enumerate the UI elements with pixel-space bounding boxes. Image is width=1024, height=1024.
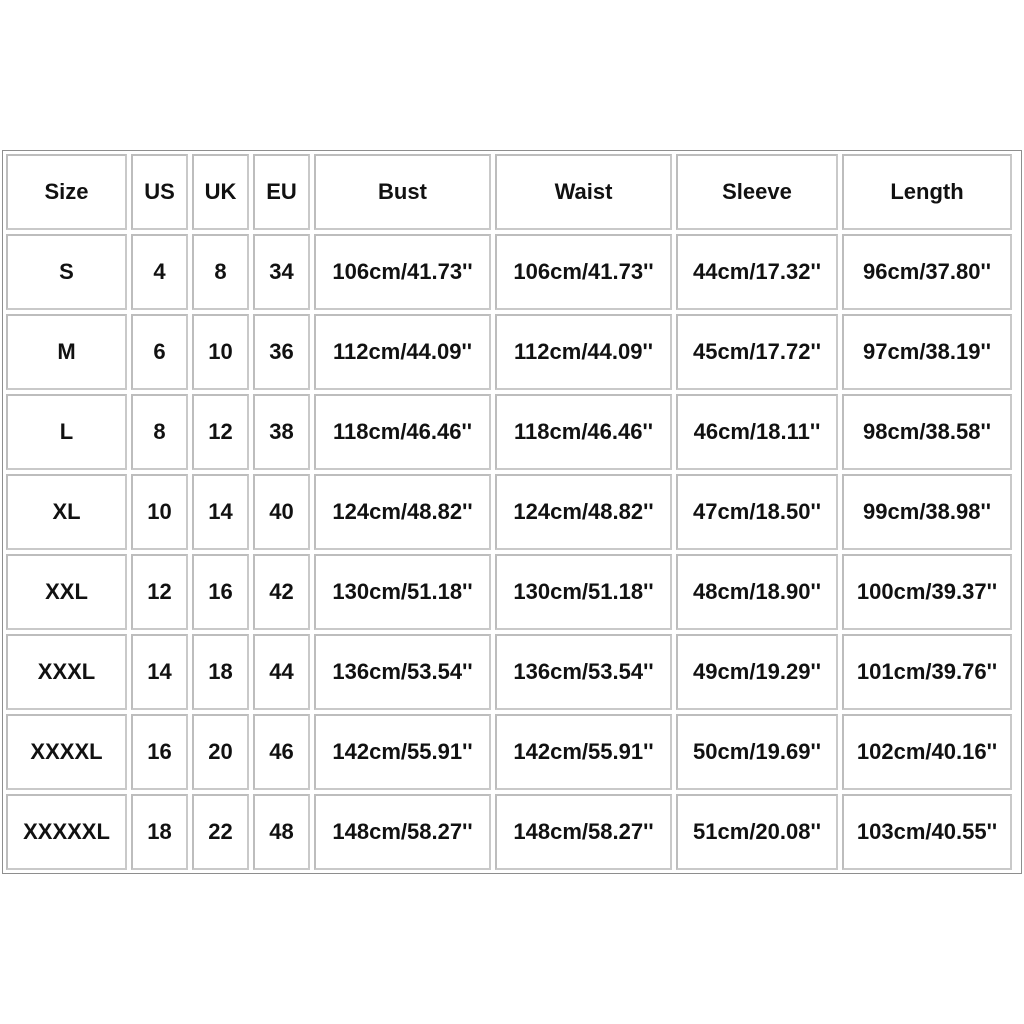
cell-size: XXL (6, 554, 127, 630)
cell-waist: 106cm/41.73'' (495, 234, 672, 310)
cell-eu: 34 (253, 234, 310, 310)
header-length: Length (842, 154, 1012, 230)
cell-length: 98cm/38.58'' (842, 394, 1012, 470)
header-bust: Bust (314, 154, 491, 230)
cell-sleeve: 49cm/19.29'' (676, 634, 838, 710)
header-sleeve: Sleeve (676, 154, 838, 230)
cell-us: 4 (131, 234, 188, 310)
cell-us: 8 (131, 394, 188, 470)
cell-size: XXXL (6, 634, 127, 710)
cell-waist: 112cm/44.09'' (495, 314, 672, 390)
cell-sleeve: 45cm/17.72'' (676, 314, 838, 390)
cell-us: 14 (131, 634, 188, 710)
cell-waist: 136cm/53.54'' (495, 634, 672, 710)
cell-bust: 124cm/48.82'' (314, 474, 491, 550)
cell-uk: 20 (192, 714, 249, 790)
cell-bust: 118cm/46.46'' (314, 394, 491, 470)
cell-eu: 42 (253, 554, 310, 630)
cell-length: 99cm/38.98'' (842, 474, 1012, 550)
cell-size: XXXXL (6, 714, 127, 790)
cell-size: M (6, 314, 127, 390)
cell-bust: 106cm/41.73'' (314, 234, 491, 310)
cell-length: 103cm/40.55'' (842, 794, 1012, 870)
cell-sleeve: 46cm/18.11'' (676, 394, 838, 470)
cell-eu: 44 (253, 634, 310, 710)
cell-bust: 130cm/51.18'' (314, 554, 491, 630)
cell-sleeve: 47cm/18.50'' (676, 474, 838, 550)
cell-size: L (6, 394, 127, 470)
header-us: US (131, 154, 188, 230)
cell-length: 96cm/37.80'' (842, 234, 1012, 310)
cell-bust: 112cm/44.09'' (314, 314, 491, 390)
cell-eu: 48 (253, 794, 310, 870)
cell-us: 12 (131, 554, 188, 630)
size-chart-table (2, 150, 1022, 874)
cell-sleeve: 51cm/20.08'' (676, 794, 838, 870)
cell-waist: 130cm/51.18'' (495, 554, 672, 630)
cell-uk: 12 (192, 394, 249, 470)
cell-eu: 38 (253, 394, 310, 470)
cell-uk: 18 (192, 634, 249, 710)
cell-size: XXXXXL (6, 794, 127, 870)
cell-waist: 124cm/48.82'' (495, 474, 672, 550)
cell-uk: 8 (192, 234, 249, 310)
cell-length: 102cm/40.16'' (842, 714, 1012, 790)
cell-sleeve: 44cm/17.32'' (676, 234, 838, 310)
cell-sleeve: 50cm/19.69'' (676, 714, 838, 790)
cell-eu: 46 (253, 714, 310, 790)
cell-bust: 148cm/58.27'' (314, 794, 491, 870)
cell-us: 6 (131, 314, 188, 390)
cell-uk: 22 (192, 794, 249, 870)
header-size: Size (6, 154, 127, 230)
cell-sleeve: 48cm/18.90'' (676, 554, 838, 630)
cell-length: 101cm/39.76'' (842, 634, 1012, 710)
cell-us: 10 (131, 474, 188, 550)
cell-waist: 148cm/58.27'' (495, 794, 672, 870)
cell-length: 100cm/39.37'' (842, 554, 1012, 630)
cell-waist: 118cm/46.46'' (495, 394, 672, 470)
cell-size: XL (6, 474, 127, 550)
cell-size: S (6, 234, 127, 310)
cell-uk: 16 (192, 554, 249, 630)
cell-uk: 10 (192, 314, 249, 390)
header-waist: Waist (495, 154, 672, 230)
cell-eu: 40 (253, 474, 310, 550)
header-eu: EU (253, 154, 310, 230)
cell-us: 18 (131, 794, 188, 870)
cell-waist: 142cm/55.91'' (495, 714, 672, 790)
cell-bust: 136cm/53.54'' (314, 634, 491, 710)
cell-eu: 36 (253, 314, 310, 390)
cell-uk: 14 (192, 474, 249, 550)
header-uk: UK (192, 154, 249, 230)
cell-us: 16 (131, 714, 188, 790)
cell-bust: 142cm/55.91'' (314, 714, 491, 790)
cell-length: 97cm/38.19'' (842, 314, 1012, 390)
